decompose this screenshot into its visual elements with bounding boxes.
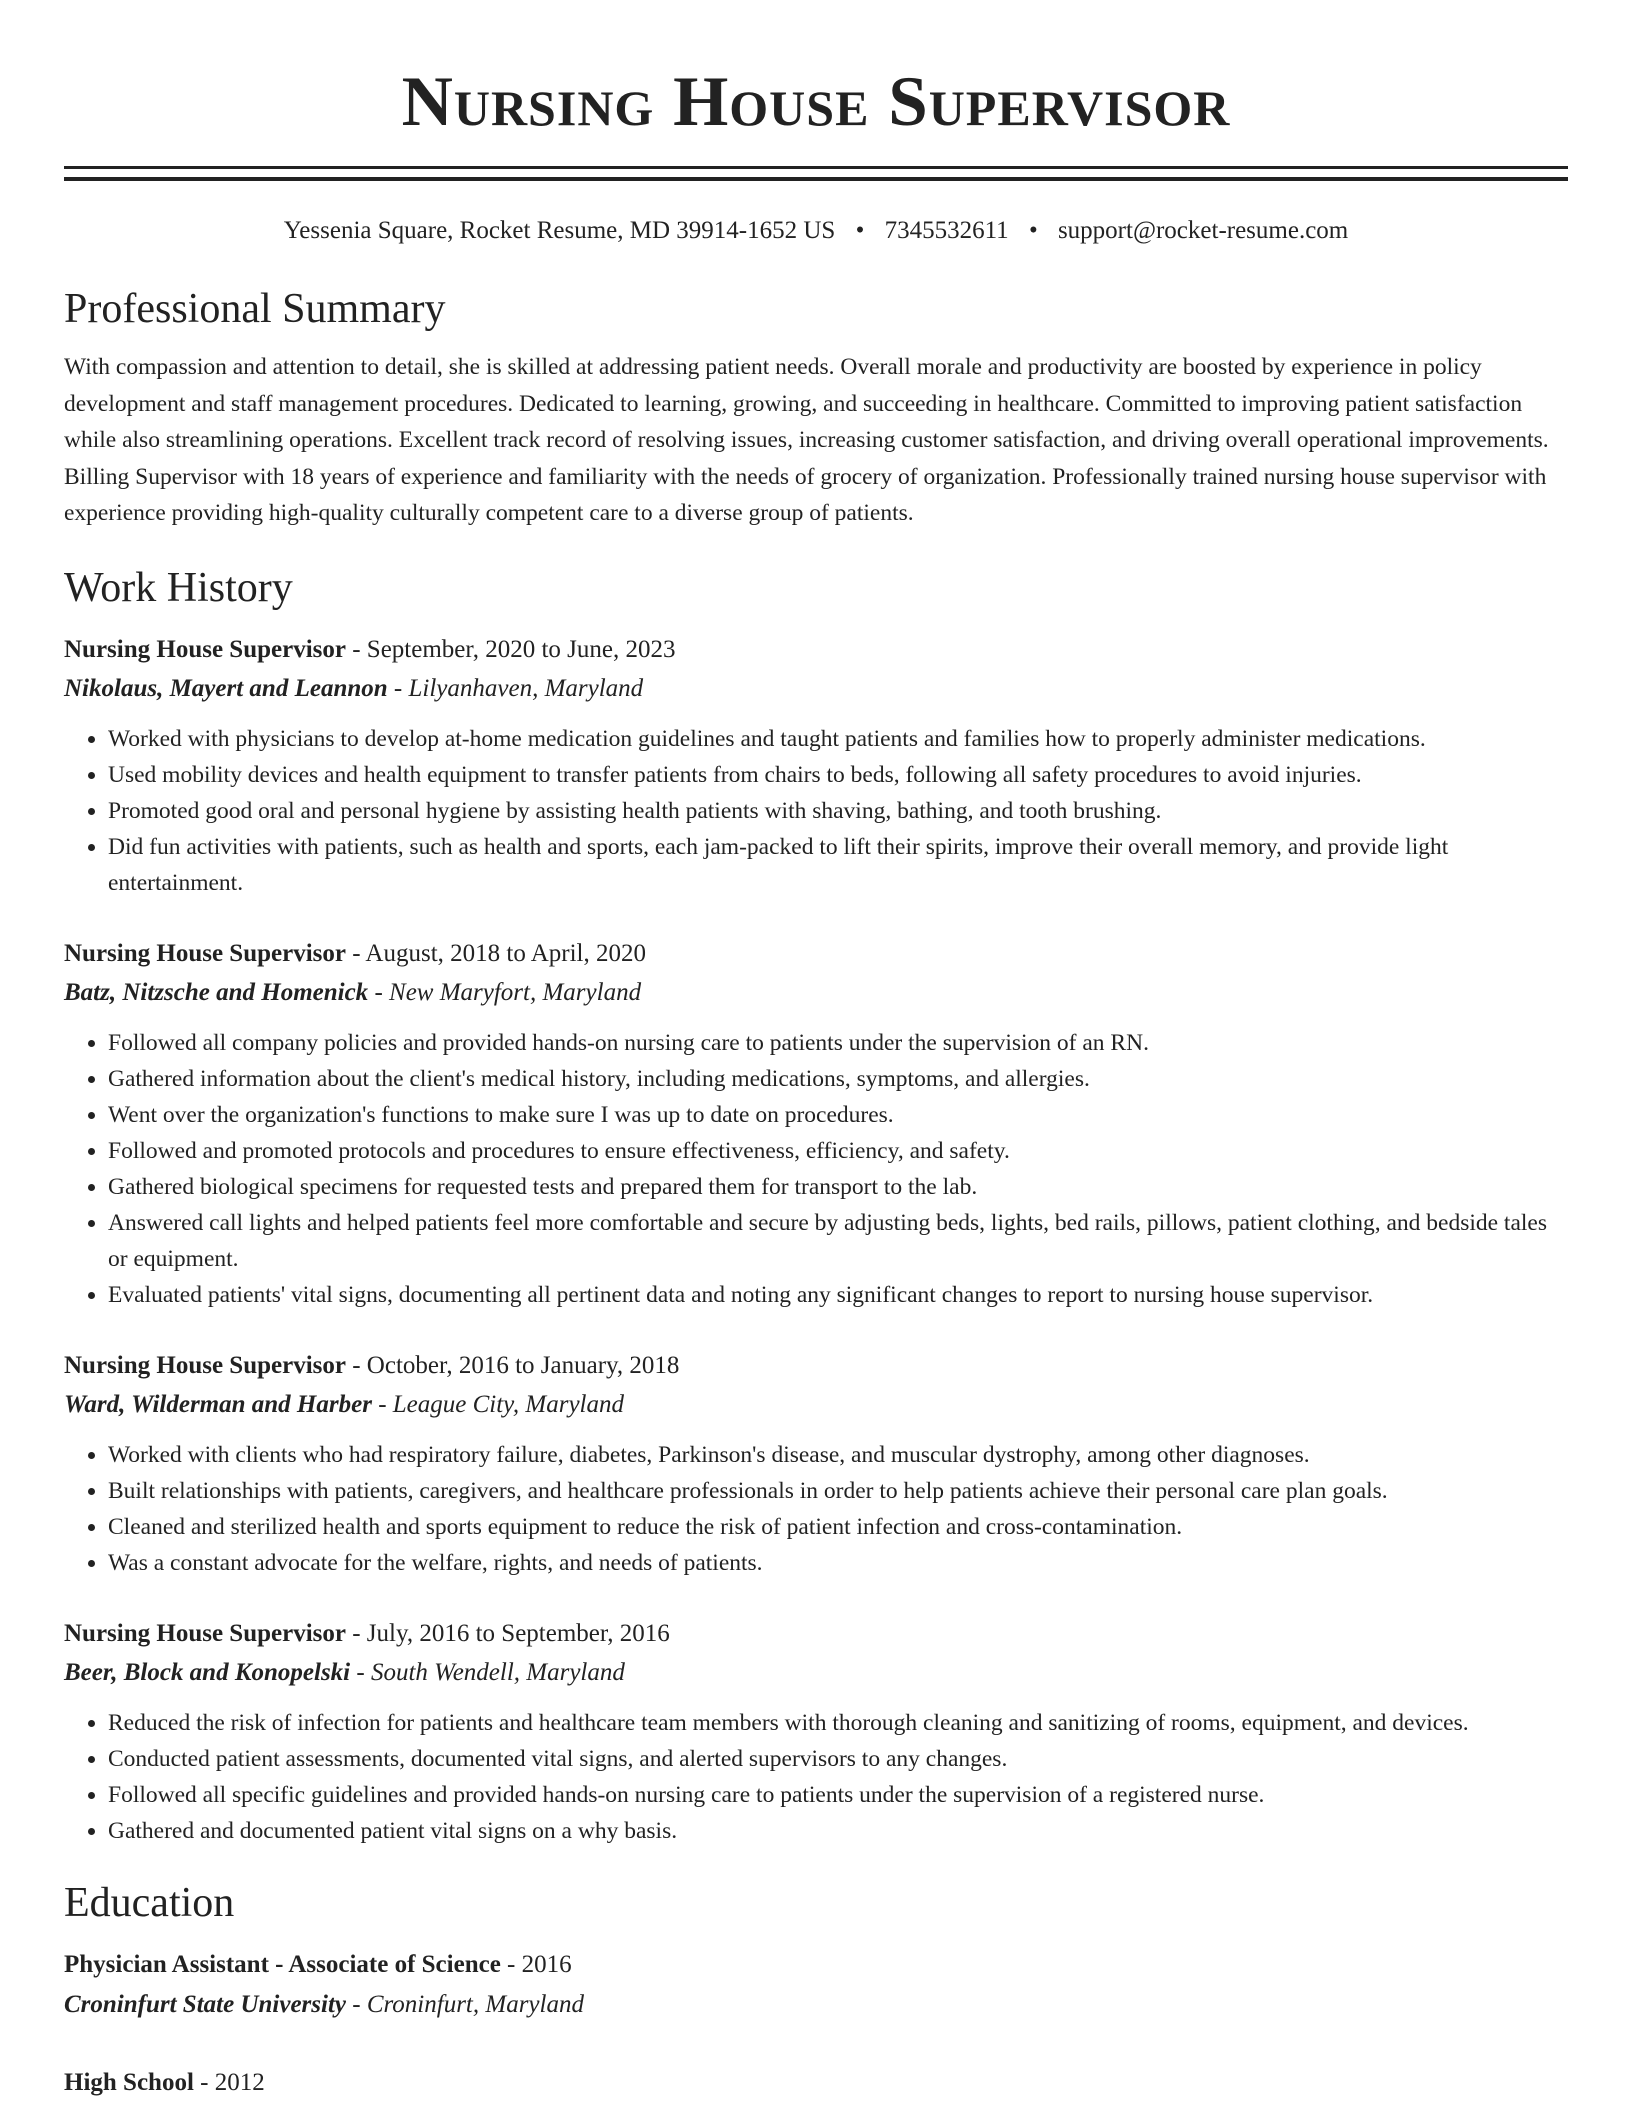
job-header: [64, 630, 1568, 669]
list-item: • Worked with physicians to develop at-home medication guidelines and taught patients and families how to properly administer medications.: [108, 721, 1568, 757]
list-item: • Gathered biological specimens for requested tests and prepared them for transport to the lab.: [108, 1169, 1568, 1205]
contact-separator: •: [855, 217, 865, 244]
resume-title: Nursing House Supervisor: [401, 63, 1231, 141]
spacer: [64, 1581, 1568, 1614]
job-company: Batz, Nitzsche and Homenick: [64, 978, 369, 1006]
education-school: Croninfurt State University: [64, 1990, 346, 2018]
education-location: - Croninfurt, Maryland: [346, 1990, 584, 2018]
job-dates: - October, 2016 to January, 2018: [345, 1351, 680, 1379]
job-header: [64, 1346, 1568, 1385]
education-header: [64, 2063, 1568, 2103]
list-item: • Answered call lights and helped patients feel more comfortable and secure by adjusting beds, lights, bed rails, pillows, patient clothing, and bedside tales or equipment.: [108, 1205, 1568, 1277]
job-dates: - September, 2020 to June, 2023: [345, 635, 676, 663]
work-history-heading: Work History: [64, 564, 293, 611]
list-item: • Conducted patient assessments, documented vital signs, and alerted supervisors to any changes.: [108, 1741, 1568, 1777]
education-year: - 2012: [193, 2068, 265, 2096]
list-item: • Promoted good oral and personal hygiene by assisting health patients with shaving, bathing, and tooth brushing.: [108, 793, 1568, 829]
list-item: • Went over the organization's functions to make sure I was up to date on procedures.: [108, 1097, 1568, 1133]
education-entry: [64, 1945, 1568, 2025]
list-item: • Worked with clients who had respiratory failure, diabetes, Parkinson's disease, and muscular dystrophy, among other diagnoses.: [108, 1437, 1568, 1473]
job-dates: - August, 2018 to April, 2020: [345, 939, 646, 967]
job-location: - League City, Maryland: [371, 1390, 624, 1418]
summary-heading: Professional Summary: [64, 286, 446, 332]
education-year: - 2016: [500, 1950, 572, 1978]
job-entry: [64, 1614, 1568, 1849]
job-location: - New Maryfort, Maryland: [368, 978, 642, 1006]
job-dates: - July, 2016 to September, 2016: [345, 1619, 670, 1647]
job-bullets: [64, 1437, 1568, 1581]
job-location: - South Wendell, Maryland: [350, 1658, 625, 1686]
list-item: • Gathered and documented patient vital signs on a why basis.: [108, 1813, 1568, 1849]
education-degree: Physician Assistant - Associate of Science: [64, 1950, 501, 1978]
list-item: • Evaluated patients' vital signs, documenting all pertinent data and noting any significant changes to report to nursing house supervisor.: [108, 1277, 1568, 1313]
title-double-rule: [64, 166, 1568, 181]
job-employer: [64, 973, 1568, 1012]
job-bullets: [64, 1705, 1568, 1849]
job-entry: [64, 630, 1568, 901]
job-employer: [64, 669, 1568, 708]
job-location: - Lilyanhaven, Maryland: [387, 674, 644, 702]
list-item: • Followed and promoted protocols and procedures to ensure effectiveness, efficiency, and safety.: [108, 1133, 1568, 1169]
list-item: • Used mobility devices and health equipment to transfer patients from chairs to beds, following all safety procedures to avoid injuries.: [108, 757, 1568, 793]
job-company: Beer, Block and Konopelski: [64, 1658, 351, 1686]
list-item: • Did fun activities with patients, such as health and sports, each jam-packed to lift their spirits, improve their overall memory, and provide light entertainment.: [108, 829, 1568, 901]
contact-address: Yessenia Square, Rocket Resume, MD 39914-1652 US: [283, 217, 836, 244]
contact-phone: 7345532611: [884, 217, 1009, 244]
job-company: Nikolaus, Mayert and Leannon: [64, 674, 388, 702]
job-bullets: [64, 1025, 1568, 1313]
spacer: [64, 1313, 1568, 1346]
job-employer: [64, 1653, 1568, 1692]
job-bullets: [64, 721, 1568, 901]
contact-email: support@rocket-resume.com: [1057, 217, 1349, 244]
job-role: Nursing House Supervisor: [64, 939, 346, 967]
list-item: • Gathered information about the client's medical history, including medications, symptoms, and allergies.: [108, 1061, 1568, 1097]
list-item: • Followed all company policies and provided hands-on nursing care to patients under the supervision of an RN.: [108, 1025, 1568, 1061]
education-degree: High School: [64, 2068, 194, 2096]
summary-text: With compassion and attention to detail, she is skilled at addressing patient needs. Overall morale and productivity are boosted by experience in policy development and staff management procedures. Dedicated to learning, growing, and succeeding in healthcare. Committed to improving patient satisfaction while also streamlining operations. Excellent track record of resolving issues, increasing customer satisfaction, and driving overall operational improvements. Billing Supervisor with 18 years of experience and familiarity with the needs of grocery of organization. Professionally trained nursing house supervisor with experience providing high-quality culturally competent care to a diverse group of patients.: [64, 354, 1549, 526]
list-item: • Built relationships with patients, caregivers, and healthcare professionals in order to help patients achieve their personal care plan goals.: [108, 1473, 1568, 1509]
list-item: • Reduced the risk of infection for patients and healthcare team members with thorough cleaning and sanitizing of rooms, equipment, and devices.: [108, 1705, 1568, 1741]
job-role: Nursing House Supervisor: [64, 1351, 346, 1379]
list-item: • Was a constant advocate for the welfare, rights, and needs of patients.: [108, 1545, 1568, 1581]
education-entry: [64, 2063, 1568, 2103]
job-company: Ward, Wilderman and Harber: [64, 1390, 372, 1418]
job-entry: [64, 934, 1568, 1313]
spacer: [64, 901, 1568, 934]
job-header: [64, 934, 1568, 973]
list-item: • Cleaned and sterilized health and sports equipment to reduce the risk of patient infection and cross-contamination.: [108, 1509, 1568, 1545]
job-role: Nursing House Supervisor: [64, 1619, 346, 1647]
job-header: [64, 1614, 1568, 1653]
education-header: [64, 1945, 1568, 1985]
contact-line: [64, 215, 1568, 247]
job-entry: [64, 1346, 1568, 1581]
education-institution: [64, 1985, 1568, 2025]
job-role: Nursing House Supervisor: [64, 635, 346, 663]
contact-separator: •: [1028, 217, 1038, 244]
education-heading: Education: [64, 1879, 235, 1926]
job-employer: [64, 1385, 1568, 1424]
list-item: • Followed all specific guidelines and provided hands-on nursing care to patients under the supervision of a registered nurse.: [108, 1777, 1568, 1813]
